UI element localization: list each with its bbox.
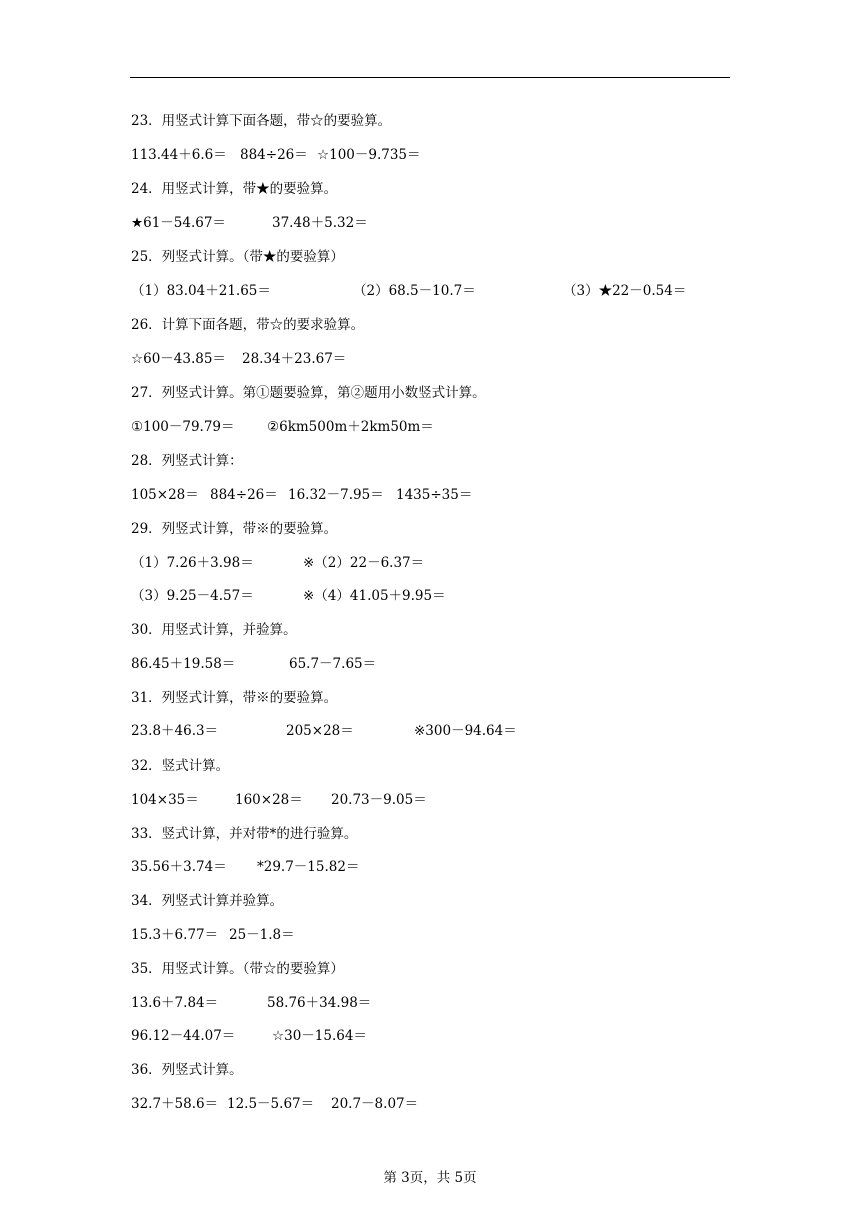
expression: 96.12－44.07＝ (131, 1028, 236, 1044)
expression: 28.34＋23.67＝ (242, 351, 347, 367)
expression: ☆60－43.85＝ (131, 351, 226, 367)
question-32-title: 32．竖式计算。 (131, 758, 230, 774)
expression: （2）68.5－10.7＝ (353, 283, 476, 299)
question-35-title: 35．用竖式计算。（带☆的要验算） (131, 961, 344, 977)
expression: ※（4）41.05＋9.95＝ (303, 588, 446, 604)
expression: ①100－79.79＝ (131, 419, 235, 435)
question-29-title: 29．列竖式计算，带※的要验算。 (131, 521, 338, 537)
question-34-title: 34．列竖式计算并验算。 (131, 893, 284, 909)
expression: 35.56＋3.74＝ (131, 859, 227, 875)
expression: 15.3＋6.77＝ (131, 927, 219, 943)
expression: 13.6＋7.84＝ (131, 995, 219, 1011)
question-23-title: 23．用竖式计算下面各题，带☆的要验算。 (131, 113, 392, 129)
expression: （1）7.26＋3.98＝ (131, 555, 254, 571)
expression: ★61－54.67＝ (131, 215, 226, 231)
question-25-title: 25．列竖式计算。（带★的要验算） (131, 249, 344, 265)
expression: 884÷26＝ (210, 487, 278, 503)
question-26-title: 26．计算下面各题，带☆的要求验算。 (131, 317, 365, 333)
expression: 37.48＋5.32＝ (272, 215, 368, 231)
expression: 105×28＝ (131, 487, 199, 503)
expression: 205×28＝ (286, 723, 354, 739)
header-rule (130, 77, 730, 78)
expression: （1）83.04＋21.65＝ (131, 283, 271, 299)
expression: 23.8＋46.3＝ (131, 723, 219, 739)
expression: 160×28＝ (235, 792, 303, 808)
expression: 1435÷35＝ (396, 487, 473, 503)
expression: 113.44＋6.6＝ (131, 147, 227, 163)
question-30-title: 30．用竖式计算，并验算。 (131, 622, 297, 638)
expression: 20.73－9.05＝ (331, 792, 427, 808)
question-24-title: 24．用竖式计算，带★的要验算。 (131, 181, 338, 197)
expression: ※（2）22－6.37＝ (303, 555, 425, 571)
expression: 86.45＋19.58＝ (131, 656, 236, 672)
expression: 104×35＝ (131, 792, 199, 808)
expression: （3）★22－0.54＝ (563, 283, 687, 299)
expression: ☆30－15.64＝ (272, 1028, 367, 1044)
expression: 65.7－7.65＝ (289, 656, 377, 672)
question-27-title: 27．列竖式计算。第①题要验算，第②题用小数竖式计算。 (131, 385, 486, 401)
page-footer: 第 3页，共 5页 (383, 1170, 477, 1186)
expression: （3）9.25－4.57＝ (131, 588, 254, 604)
expression: 884÷26＝ (240, 147, 308, 163)
question-31-title: 31．列竖式计算，带※的要验算。 (131, 690, 338, 706)
expression: 12.5－5.67＝ (227, 1096, 315, 1112)
expression: 20.7－8.07＝ (331, 1096, 419, 1112)
question-36-items (131, 1095, 731, 1167)
question-36-title: 36．列竖式计算。 (131, 1062, 243, 1078)
expression: *29.7－15.82＝ (257, 859, 360, 875)
expression: 58.76＋34.98＝ (267, 995, 372, 1011)
expression: 25－1.8＝ (229, 927, 295, 943)
expression: 16.32－7.95＝ (288, 487, 384, 503)
question-28-title: 28．列竖式计算： (131, 453, 243, 469)
expression: ②6km500m＋2km50m＝ (267, 419, 434, 435)
expression: 32.7＋58.6＝ (131, 1096, 219, 1112)
expression: ※300－94.64＝ (414, 723, 517, 739)
question-33-title: 33．竖式计算，并对带*的进行验算。 (131, 826, 358, 842)
expression: ☆100－9.735＝ (317, 147, 421, 163)
